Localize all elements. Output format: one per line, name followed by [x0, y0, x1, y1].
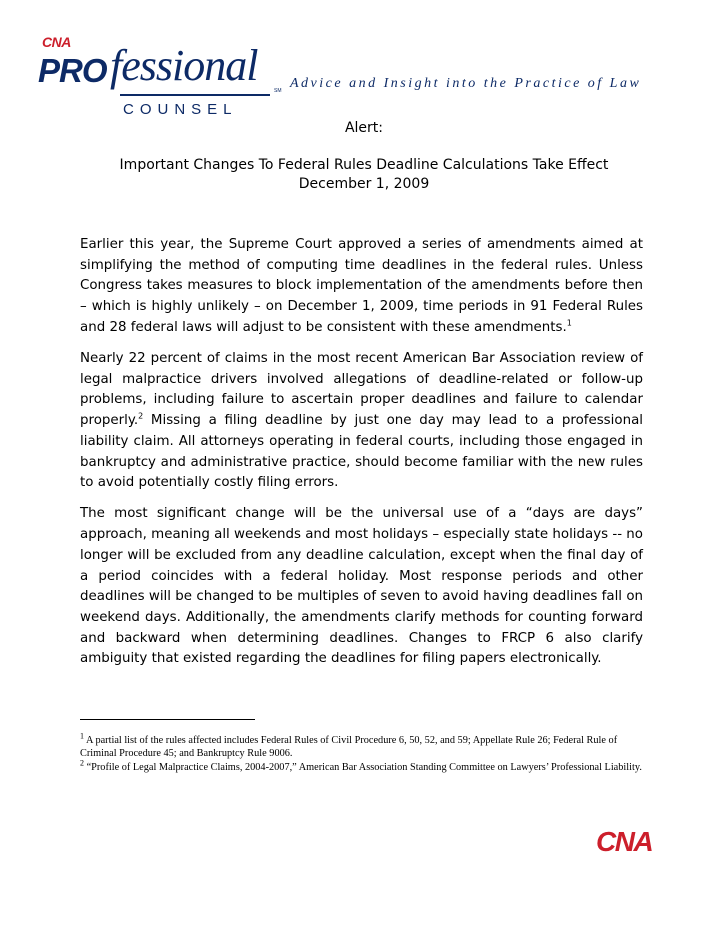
footnote-1 — [80, 731, 655, 761]
logo-fessional-text: fessional — [110, 41, 258, 90]
title-line-2: December 1, 2009 — [298, 176, 430, 192]
logo-cna-mark: CNA — [42, 34, 71, 50]
professional-counsel-logo — [38, 26, 288, 118]
logo-pro-text: PRO — [38, 52, 107, 89]
footnotes — [80, 731, 655, 774]
paragraph-2-text-a: Nearly 22 percent of claims in the most recent American Bar Association review of legal malpractice drivers involved allegations of deadline-related or follow-up problems, including failure to ascertain proper deadlines and failure to calendar properly. — [80, 351, 643, 429]
footer-cna-logo: CNA — [596, 826, 653, 857]
footnote-ref-2: 2 — [138, 411, 144, 421]
footnote-1-number: 1 — [80, 731, 84, 741]
footnote-2-number: 2 — [80, 758, 84, 768]
paragraph-1 — [80, 235, 643, 339]
logo-service-mark: SM — [274, 88, 282, 94]
paragraph-3: The most significant change will be the universal use of a “days are days” approach, meaning all weekends and most holidays – especially state holidays -- no longer will be excluded from any deadline calculation, except when the final day of a period coincides with a federal holiday. Most response periods and other deadlines will be changed to be multiples of seven to avoid having deadlines fall on weekend days. Additionally, the amendments clarify methods for counting forward and backward when determining deadlines. Changes to FRCP 6 also clarify ambiguity that existed regarding the deadlines for filing papers electronically. — [80, 506, 643, 667]
footnote-2 — [80, 758, 655, 774]
footnote-2-text: “Profile of Legal Malpractice Claims, 2004-2007,” American Bar Association Standing Committee on Lawyers’ Professional Liability. — [84, 761, 642, 773]
paragraph-1-text: Earlier this year, the Supreme Court approved a series of amendments aimed at simplifying the method of computing time deadlines in the federal rules. Unless Congress takes measures to block implementation of the amendments before then – which is highly unlikely – on December 1, 2009, time periods in 91 Federal Rules and 28 federal laws will adjust to be consistent with these amendments. — [80, 237, 643, 335]
footnote-1-text: A partial list of the rules affected includes Federal Rules of Civil Procedure 6, 50, 52, and 59; Appellate Rule 26; Federal Rule of Criminal Procedure 45; and Bankruptcy Rule 9006. — [80, 735, 618, 760]
paragraph-2 — [80, 349, 643, 494]
footnote-ref-1: 1 — [566, 318, 572, 328]
title-line-1: Important Changes To Federal Rules Deadline Calculations Take Effect — [119, 157, 609, 173]
alert-label: Alert: — [344, 120, 384, 136]
document-title — [80, 156, 648, 194]
document-body — [80, 235, 643, 681]
logo-divider — [120, 94, 270, 96]
paragraph-2-text-b: Missing a filing deadline by just one day may lead to a professional liability claim. All attorneys operating in federal courts, including those engaged in bankruptcy and administrative practice, should become familiar with the new rules to avoid potentially costly filing errors. — [80, 413, 643, 491]
logo-counsel-text: COUNSEL — [123, 101, 238, 118]
header-tagline: Advice and Insight into the Practice of Law — [290, 76, 642, 91]
footnote-divider — [80, 719, 255, 720]
